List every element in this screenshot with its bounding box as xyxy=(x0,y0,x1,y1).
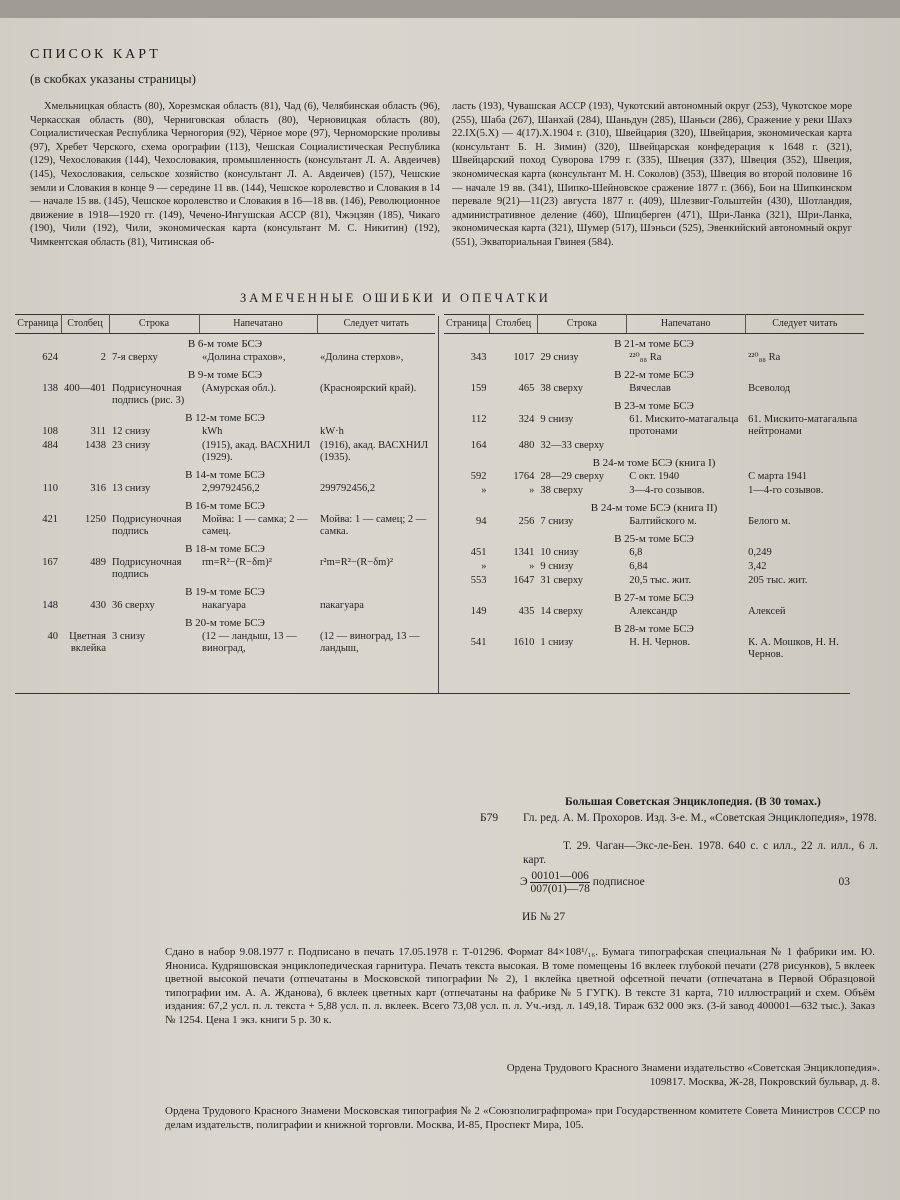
publisher-address: 109817. Москва, Ж-28, Покровский бульвар, д. 8. xyxy=(649,1076,880,1088)
cell-line: 23 снизу xyxy=(112,440,151,451)
errata-title: ЗАМЕЧЕННЫЕ ОШИБКИ И ОПЕЧАТКИ xyxy=(240,291,551,305)
column-header-page: Страница xyxy=(15,315,61,334)
table-row xyxy=(444,413,864,439)
volume-heading: В 23-м томе БСЭ xyxy=(614,400,694,412)
volume-heading: В 14-м томе БСЭ xyxy=(185,469,265,481)
cell-line: 13 снизу xyxy=(112,483,151,494)
column-header-printed: Напечатано xyxy=(626,315,745,334)
cell-line: 29 снизу xyxy=(540,352,579,363)
volume-heading: В 19-м томе БСЭ xyxy=(185,586,265,598)
volume-heading-row xyxy=(444,529,864,546)
cell-col: 1610 xyxy=(513,637,535,648)
volume-heading: В 24-м томе БСЭ (книга I) xyxy=(592,457,716,469)
table-row xyxy=(444,382,864,396)
volume-heading: В 28-м томе БСЭ xyxy=(614,623,694,635)
map-list-title: СПИСОК КАРТ xyxy=(30,47,161,62)
cell-line: Подрисуночная подпись (рис. 3) xyxy=(112,383,185,406)
cell-printed: ²²⁰₈₈ Ra xyxy=(629,352,662,363)
volume-heading: В 12-м томе БСЭ xyxy=(185,412,265,424)
cell-printed: 6,8 xyxy=(629,547,643,558)
cell-printed: kWh xyxy=(202,426,223,437)
cell-col: Цветная вклейка xyxy=(69,631,106,654)
volume-heading-row xyxy=(15,613,435,630)
cell-col: 465 xyxy=(518,383,535,394)
cell-printed: Н. Н. Чернов. xyxy=(629,637,691,648)
cell-page: 110 xyxy=(42,483,58,494)
cell-page: 592 xyxy=(470,471,487,482)
printer-info: Ордена Трудового Красного Знамени Московская типография № 2 «Союзполиграфпрома» при Государственном комитете Совета Министров СССР по делам издательств, полиграфии и книжной торговли. Москва, И-85, Проспект Мира, 105. xyxy=(165,1105,880,1131)
cell-page: 108 xyxy=(42,426,58,437)
table-row xyxy=(444,351,864,365)
table-row xyxy=(444,470,864,484)
cell-printed: Александр xyxy=(629,606,678,617)
table-row xyxy=(15,425,435,439)
volume-heading: В 6-м томе БСЭ xyxy=(187,338,263,350)
volume-heading: В 21-м томе БСЭ xyxy=(614,338,694,350)
column-header-column: Столбец xyxy=(61,315,109,334)
table-row xyxy=(444,439,864,453)
table-row xyxy=(444,605,864,619)
volume-heading-row xyxy=(444,334,864,352)
volume-heading-row xyxy=(15,582,435,599)
cell-correct: r²m=R²−(R−δm)² xyxy=(320,557,393,568)
cell-line: Подрисуночная подпись xyxy=(112,514,182,537)
cell-printed: 20,5 тыс. жит. xyxy=(629,575,692,586)
column-header-page: Страница xyxy=(444,315,489,334)
cell-col: » xyxy=(529,561,535,572)
volume-heading: В 24-м томе БСЭ (книга II) xyxy=(590,502,718,514)
cell-line: 32—33 сверху xyxy=(540,440,605,451)
index-fraction xyxy=(530,870,589,895)
cell-page: 484 xyxy=(42,440,58,451)
table-row xyxy=(444,515,864,529)
cell-col: 1764 xyxy=(513,471,535,482)
cell-col: 2 xyxy=(100,352,106,363)
cell-correct: ²²⁰₈₈ Ra xyxy=(748,352,781,363)
cell-col: 430 xyxy=(90,600,106,611)
cell-printed: Мойва: 1 — самка; 2 — самец. xyxy=(202,514,308,537)
table-row xyxy=(444,574,864,588)
cell-line: 38 сверху xyxy=(540,383,584,394)
cell-page: 40 xyxy=(47,631,58,642)
cell-page: 159 xyxy=(470,383,487,394)
cell-page: 94 xyxy=(475,516,487,527)
cell-correct: Мойва: 1 — самец; 2 — самка. xyxy=(320,514,427,537)
publisher-name: Ордена Трудового Красного Знамени издательство «Советская Энциклопедия». xyxy=(506,1062,880,1074)
table-row xyxy=(15,630,435,656)
volume-heading-row xyxy=(444,498,864,515)
cell-correct: С марта 1941 xyxy=(748,471,808,482)
volume-heading: В 25-м томе БСЭ xyxy=(614,533,694,545)
cell-line: 1 снизу xyxy=(540,637,574,648)
table-row xyxy=(15,556,435,582)
cell-line: 7-я сверху xyxy=(112,352,158,363)
cell-line: 14 сверху xyxy=(540,606,584,617)
cell-printed: 6,84 xyxy=(629,561,648,572)
cell-correct: 1—4-го созывов. xyxy=(748,485,824,496)
cell-col: 435 xyxy=(518,606,535,617)
cell-page: 421 xyxy=(42,514,58,525)
bibliography-editor: Гл. ред. А. М. Прохоров. Изд. 3-е. М., «Советская Энциклопедия», 1978. xyxy=(523,812,877,824)
cell-col: 311 xyxy=(90,426,106,437)
cell-col: 324 xyxy=(518,414,535,425)
table-row xyxy=(444,560,864,574)
cell-page: » xyxy=(481,561,487,572)
cell-page: 167 xyxy=(42,557,58,568)
cell-col: 489 xyxy=(90,557,106,568)
cell-correct: 61. Мискито-матагальпа нейтронами xyxy=(748,414,858,437)
cell-col: 400—401 xyxy=(64,383,106,394)
cell-printed: 3—4-го созывов. xyxy=(629,485,705,496)
cell-printed: «Долина страхов», xyxy=(202,352,286,363)
cell-page: 343 xyxy=(470,352,487,363)
volume-heading-row xyxy=(15,496,435,513)
publisher-info xyxy=(380,1061,880,1089)
index-prefix: Э xyxy=(520,876,528,889)
cell-correct xyxy=(745,439,864,453)
cell-line: 31 сверху xyxy=(540,575,584,586)
cell-page: 164 xyxy=(470,440,487,451)
cell-line: 9 снизу xyxy=(540,414,574,425)
cell-printed: (12 — ландыш, 13 — виноград, xyxy=(202,631,297,654)
cell-line: 28—29 сверху xyxy=(540,471,605,482)
cell-correct: К. А. Мошков, Н. Н. Чернов. xyxy=(748,637,839,660)
table-row xyxy=(444,484,864,498)
volume-heading-row xyxy=(444,396,864,413)
cell-page: 624 xyxy=(42,352,58,363)
cell-page: 148 xyxy=(42,600,58,611)
cell-correct: Алексей xyxy=(748,606,786,617)
cell-line: Подрисуночная подпись xyxy=(112,557,182,580)
errata-table-right xyxy=(444,314,864,662)
map-list-subtitle: (в скобках указаны страницы) xyxy=(30,71,196,86)
cell-col: 1438 xyxy=(85,440,106,451)
cell-correct: Белого м. xyxy=(748,516,791,527)
errata-right-rows xyxy=(444,334,864,663)
table-row xyxy=(15,513,435,539)
map-list-left-column: Хмельницкая область (80), Хорезмская область (81), Чад (6), Челябинская область (96), Черкасская область (80), Черниговская область (80), Черновицкая область (80), Социалистическая Республика Черногория (92), Чёрное море (97), Черноморские проливы (97), Хребет Черского, схема орографии (113), Чешская Социалистическая Республика (129), Чехословакия (144), Чехословакия, промышленность (консультант Л. А. Авдеичев) (145), Чехословакия, сельское хозяйство (консультант Л. А. Авдеичев) (157), Чешские земли и Словакия в конце 9 — середине 11 вв. (144), Чешское королевство и Словакия в 14 — начале 15 вв. (145), Чешское королевство и Словакия в 16—18 вв. (146), Революционное движение в 1918—1920 гг. (149), Чечено-Ингушская АССР (81), Чжэцзян (185), Чикаго (190), Чили (192), Чили, экономическая карта (консультант М. С. Никитин) (192), Чимкентская область (81), Читинская об- xyxy=(30,101,440,248)
volume-heading: В 27-м томе БСЭ xyxy=(614,592,694,604)
cell-correct: «Долина стерхов», xyxy=(320,352,404,363)
cell-correct: (1916), акад. ВАСХНИЛ (1935). xyxy=(320,440,429,463)
cell-page: 451 xyxy=(470,547,487,558)
errata-column-divider xyxy=(438,316,439,694)
cell-line: 7 снизу xyxy=(540,516,574,527)
cell-page: 553 xyxy=(470,575,487,586)
errata-left-rows xyxy=(15,334,435,657)
cell-printed: Балтийского м. xyxy=(629,516,697,527)
bibliography-index xyxy=(520,870,850,895)
column-header-line: Строка xyxy=(109,315,199,334)
cell-printed: (1915), акад. ВАСХНИЛ (1929). xyxy=(202,440,311,463)
cell-correct: 0,249 xyxy=(748,547,772,558)
cell-printed: (Амурская обл.). xyxy=(202,383,277,394)
cell-printed: rm=R²−(R−δm)² xyxy=(202,557,272,568)
cell-col: 480 xyxy=(518,440,535,451)
volume-heading-row xyxy=(444,365,864,382)
map-list-right-column: ласть (193), Чувашская АССР (193), Чукотский автономный округ (253), Чукотское море (255), Шаба (267), Шанхай (284), Шаньдун (285), Шаньси (286), Сражение у реки Шахэ 22.IX(5.X) — 4(17).X.1904 г. (310), Швейцария (320), Швейцария, экономическая карта (консультант Б. Н. Зимин) (320), Швейцарская конфедерация к 1648 г. (321), Швейцарский поход Суворова 1799 г. (335), Швеция (337), Швеция (352), Швеция, экономическая карта (консультант М. Н. Соколов) (353), Швеция во второй половине 16 — начале 19 вв. (341), Шипко-Шейновское сражение 1877 г. (366), Бои на Шипкинском перевале 9(21)—11(23) августа 1877 г. (409), Шлезвиг-Гольштейн (430), Шотландия, административное деление (460), Шпицберген (471), Шри-Ланка (321), Шри-Ланка, экономическая карта (321), Шумер (517), Шэньси (525), Эвенкийский автономный округ (551), Экваториальная Гвинея (584). xyxy=(452,101,852,248)
index-bottom: 007(01)—78 xyxy=(530,883,590,895)
page-top-shadow xyxy=(0,0,900,18)
table-row xyxy=(15,482,435,496)
table-row xyxy=(15,382,435,408)
cell-correct: (Красноярский край). xyxy=(320,383,417,394)
cell-col: 1250 xyxy=(85,514,106,525)
cell-col: 1341 xyxy=(513,547,535,558)
index-suffix: 03 xyxy=(838,876,850,888)
cell-correct: kW·h xyxy=(320,426,344,437)
volume-heading-row xyxy=(444,619,864,636)
table-row xyxy=(15,599,435,613)
volume-heading: В 20-м томе БСЭ xyxy=(185,617,265,629)
cell-correct: 299792456,2 xyxy=(320,483,376,494)
volume-heading: В 9-м томе БСЭ xyxy=(187,369,263,381)
cell-line: 10 снизу xyxy=(540,547,579,558)
table-row xyxy=(444,546,864,560)
volume-heading-row xyxy=(15,408,435,425)
column-header-line: Строка xyxy=(537,315,626,334)
cell-correct: (12 — виноград, 13 — ландыш, xyxy=(320,631,420,654)
bibliography-code: Б79 xyxy=(480,812,499,824)
printing-imprint: Сдано в набор 9.08.1977 г. Подписано в печать 17.05.1978 г. Т-01296. Формат 84×108¹/₁₆. Бумага типографская специальная № 1 фабрики им. Ю. Янониса. Кудряшовская энциклопедическая гарнитура. Печать текста высокая. В томе помещены 16 вклеек глубокой печати (278 рисунков), 5 вклеек цветной высокой печати (отпечатаны в Московской типографии № 2), 1 вклейка цветной офсетной печати (отпечатана в Первой Образцовой типографии им. А. А. Жданова), 6 вклеек цветных карт (отпечатаны на фабрике № 5 ГУГК). В тексте 31 карта, 710 иллюстраций и схем. Объём издания: 67,2 усл. п. л. текста + 5,88 усл. п. л. вклеек. Всего 73,08 усл. п. л. Уч.-изд. л. 149,18. Тираж 632 000 экз. (3-й завод 400001—632 тыс.). Заказ № 1254. Цена 1 экз. книги 5 р. 30 к. xyxy=(165,946,875,1026)
ib-number: ИБ № 27 xyxy=(522,911,566,923)
table-row xyxy=(15,439,435,465)
cell-printed: 61. Мискито-матагальца протонами xyxy=(629,414,739,437)
cell-printed: С окт. 1940 xyxy=(629,471,680,482)
volume-heading-row xyxy=(15,465,435,482)
cell-line: 9 снизу xyxy=(540,561,574,572)
cell-correct: 3,42 xyxy=(748,561,767,572)
bibliography-volume: Т. 29. Чаган—Экс-ле-Бен. 1978. 640 с. с илл., 22 л. илл., 6 л. карт. xyxy=(523,840,878,866)
cell-line: 12 снизу xyxy=(112,426,151,437)
cell-col: 1647 xyxy=(513,575,535,586)
volume-heading: В 16-м томе БСЭ xyxy=(185,500,265,512)
volume-heading-row xyxy=(15,539,435,556)
index-top: 00101—006 xyxy=(531,870,589,882)
column-header-column: Столбец xyxy=(489,315,537,334)
volume-heading-row xyxy=(444,453,864,470)
cell-correct: 205 тыс. жит. xyxy=(748,575,808,586)
table-row xyxy=(444,636,864,662)
cell-line: 3 снизу xyxy=(112,631,145,642)
volume-heading: В 18-м томе БСЭ xyxy=(185,543,265,555)
cell-page: » xyxy=(481,485,487,496)
index-label: подписное xyxy=(592,876,645,889)
volume-heading-row xyxy=(444,588,864,605)
cell-line: 38 сверху xyxy=(540,485,584,496)
cell-page: 138 xyxy=(42,383,58,394)
cell-printed: 2,99792456,2 xyxy=(202,483,260,494)
errata-bottom-rule xyxy=(15,693,850,694)
cell-page: 112 xyxy=(471,414,487,425)
cell-correct: пакагуара xyxy=(320,600,364,611)
column-header-correct: Следует читать xyxy=(317,315,435,334)
cell-col: 256 xyxy=(518,516,535,527)
cell-col: 316 xyxy=(90,483,106,494)
volume-heading: В 22-м томе БСЭ xyxy=(614,369,694,381)
column-header-correct: Следует читать xyxy=(745,315,864,334)
cell-printed xyxy=(626,439,745,453)
cell-col: » xyxy=(529,485,535,496)
cell-correct: Всеволод xyxy=(748,383,791,394)
errata-table-left xyxy=(15,314,435,656)
table-row xyxy=(15,351,435,365)
bibliography-title: Большая Советская Энциклопедия. (В 30 томах.) xyxy=(565,796,821,808)
cell-printed: накагуара xyxy=(202,600,246,611)
cell-line: 36 сверху xyxy=(112,600,155,611)
cell-page: 149 xyxy=(470,606,487,617)
cell-page: 541 xyxy=(470,637,487,648)
column-header-printed: Напечатано xyxy=(199,315,317,334)
cell-col: 1017 xyxy=(513,352,535,363)
volume-heading-row xyxy=(15,365,435,382)
cell-printed: Вячеслав xyxy=(629,383,671,394)
volume-heading-row xyxy=(15,334,435,352)
